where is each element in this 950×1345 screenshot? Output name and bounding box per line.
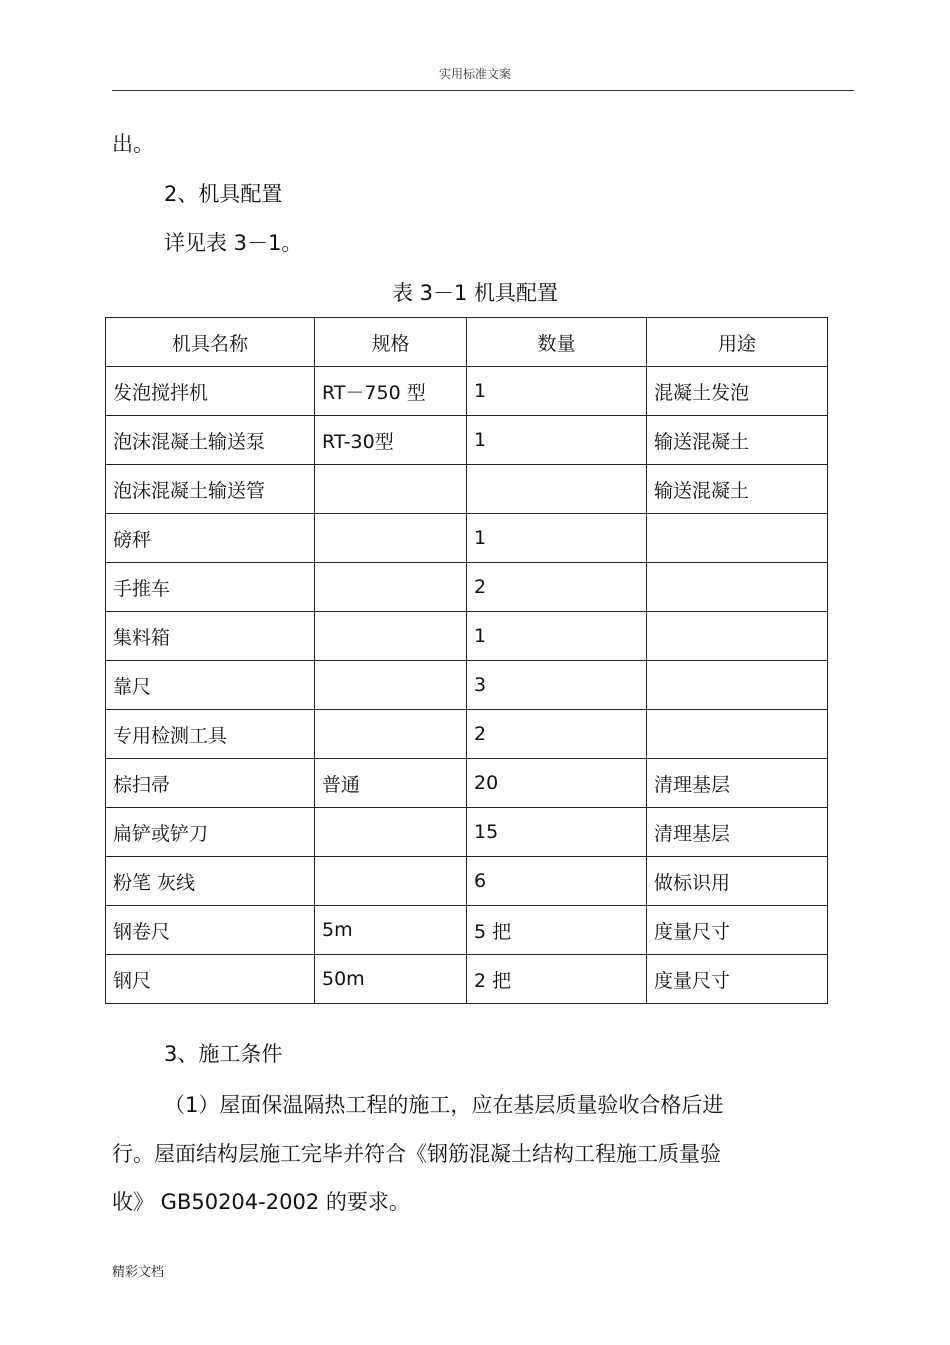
table-row: [106, 416, 828, 465]
table-cell: [647, 661, 828, 710]
table-header-row: [106, 318, 828, 367]
table-cell: 输送混凝土: [647, 465, 828, 514]
table-cell: [647, 612, 828, 661]
table-cell: [647, 710, 828, 759]
table-cell: 20: [467, 759, 647, 808]
table-cell: 泡沫混凝土输送管: [106, 465, 315, 514]
page-footer: 精彩文档: [112, 1265, 165, 1280]
equipment-table: [105, 317, 828, 1004]
header-divider: [112, 90, 854, 91]
table-cell: 磅秤: [106, 514, 315, 563]
page-header: 实用标准文案: [438, 67, 511, 81]
table-cell: 手推车: [106, 563, 315, 612]
table-cell: RT－750 型: [315, 367, 467, 416]
table-cell: 1: [467, 612, 647, 661]
table-row: [106, 710, 828, 759]
table-cell: 粉笔 灰线: [106, 857, 315, 906]
table-cell: 6: [467, 857, 647, 906]
table-cell: 普通: [315, 759, 467, 808]
table-cell: [315, 612, 467, 661]
table-cell: 做标识用: [647, 857, 828, 906]
table-row: [106, 514, 828, 563]
table-cell: [315, 710, 467, 759]
table-row: [106, 955, 828, 1004]
table-row: [106, 808, 828, 857]
table-cell: 集料箱: [106, 612, 315, 661]
paragraph-line: 行。屋面结构层施工完毕并符合《钢筋混凝土结构工程施工质量验: [112, 1142, 721, 1166]
table-cell: [647, 563, 828, 612]
table-cell: [315, 514, 467, 563]
table-cell: 靠尺: [106, 661, 315, 710]
table-cell: [647, 514, 828, 563]
table-row: [106, 465, 828, 514]
table-cell: RT-30型: [315, 416, 467, 465]
table-cell: 5m: [315, 906, 467, 955]
table-cell: 棕扫帚: [106, 759, 315, 808]
table-cell: 15: [467, 808, 647, 857]
header-cell: 用途: [647, 318, 828, 367]
table-row: [106, 857, 828, 906]
table-cell: 清理基层: [647, 808, 828, 857]
section-heading-equipment: 2、机具配置: [164, 182, 283, 206]
table-cell: 2 把: [467, 955, 647, 1004]
table-cell: 泡沫混凝土输送泵: [106, 416, 315, 465]
table-row: [106, 661, 828, 710]
table-cell: 2: [467, 563, 647, 612]
table-row: [106, 759, 828, 808]
table-reference: 详见表 3－1。: [164, 231, 303, 255]
table-cell: 5 把: [467, 906, 647, 955]
table-cell: [315, 661, 467, 710]
table-cell: 钢卷尺: [106, 906, 315, 955]
table-caption: 表 3－1 机具配置: [391, 281, 559, 305]
table-body: [106, 367, 828, 1004]
table-row: [106, 367, 828, 416]
body-line-continuation: 出。: [112, 132, 154, 156]
table-cell: 输送混凝土: [647, 416, 828, 465]
table-cell: 清理基层: [647, 759, 828, 808]
table-cell: 钢尺: [106, 955, 315, 1004]
table-cell: 1: [467, 416, 647, 465]
table-cell: 专用检测工具: [106, 710, 315, 759]
table-cell: 1: [467, 514, 647, 563]
table-cell: 1: [467, 367, 647, 416]
paragraph-line: （1）屋面保温隔热工程的施工，应在基层质量验收合格后进: [164, 1093, 724, 1117]
paragraph-line: 收》 GB50204-2002 的要求。: [112, 1190, 410, 1214]
table-cell: 发泡搅拌机: [106, 367, 315, 416]
table-row: [106, 612, 828, 661]
table-cell: 扁铲或铲刀: [106, 808, 315, 857]
table-cell: 3: [467, 661, 647, 710]
table-cell: 度量尺寸: [647, 906, 828, 955]
table-cell: 50m: [315, 955, 467, 1004]
table-cell: [467, 465, 647, 514]
table-cell: 2: [467, 710, 647, 759]
table-cell: 度量尺寸: [647, 955, 828, 1004]
header-cell: 规格: [315, 318, 467, 367]
table-row: [106, 563, 828, 612]
table-cell: [315, 563, 467, 612]
table-cell: [315, 465, 467, 514]
table-cell: 混凝土发泡: [647, 367, 828, 416]
header-cell: 机具名称: [106, 318, 315, 367]
table-row: [106, 906, 828, 955]
section-heading-conditions: 3、施工条件: [164, 1042, 283, 1066]
table-cell: [315, 808, 467, 857]
table-cell: [315, 857, 467, 906]
header-cell: 数量: [467, 318, 647, 367]
